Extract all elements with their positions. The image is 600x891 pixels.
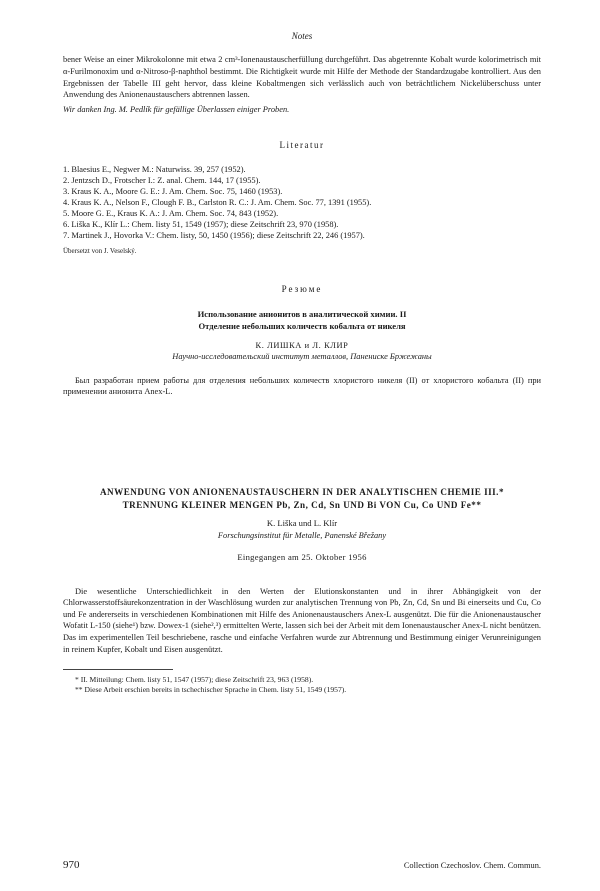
literature-heading: Literatur — [279, 140, 325, 151]
article-abstract: Die wesentliche Unterschiedlichkeit in den Werten der Elutionskonstanten und in ihrer Abhängigkeit von der Chlorwasserstoffsäurekonzentration in der Waschlösung wurden zur analytischen Trennung von Pb, Zn, Cd, Sn und Bi einerseits und Cu, Co und Fe andererseits in verschiedenen Kombinationen mit Hilfe des Anionenaustauschers Anex-L ausgenützt. Die für die Anionenaustauscher Wofatit L-150 (siehe¹) bzw. Dowex-1 (siehe²,³) ermittelten Werte, lassen sich bei der Arbeit mit dem Ionenaustauscher Anex-L nicht benützen. Das im experimentellen Teil beschriebene, rasche und einfache Verfahren wurde zur Abtrennung und Bestimmung einiger Verunreinigungen in reinem Kupfer, Kobalt und Eisen ausgenützt. — [63, 586, 541, 654]
summary-title-line-2: Отделение небольших количеств кобальта от никеля — [198, 320, 406, 331]
continuation-paragraph: bener Weise an einer Mikrokolonne mit etwa 2 cm³-Ionenaustauscherfüllung durchgeführt. Das abgetrennte Kobalt wurde kolorimetrisch mit α-Furilmonoxim und α-Nitroso-β-naphthol bestimmt. Die Richtigkeit wurde mit Hilfe der Methode der Standardzugabe kontrolliert. Aus den Ergebnissen der Tabelle III geht hervor, dass kleine Kobaltmengen sich verlässlich auch von beträchtlichem Nickelüberschuss unter Anwendung des Anionenaustauschers abtrennen lassen. — [63, 55, 541, 100]
footnote: * II. Mitteilung: Chem. listy 51, 1547 (1957); diese Zeitschrift 23, 963 (1958). — [75, 675, 314, 685]
reference-item: 2. Jentzsch D., Frotscher I.: Z. anal. Chem. 144, 17 (1955). — [63, 175, 261, 185]
reference-item: 7. Martinek J., Hovorka V.: Chem. listy, 50, 1450 (1956); diese Zeitschrift 22, 246 (1957). — [63, 231, 365, 241]
journal-name: Collection Czechoslov. Chem. Commun. — [403, 861, 541, 870]
footnote: ** Diese Arbeit erschien bereits in tschechischer Sprache in Chem. listy 51, 1549 (1957). — [75, 685, 347, 695]
footnote-divider — [63, 669, 173, 670]
article-title-line-2: TRENNUNG KLEINER MENGEN Pb, Zn, Cd, Sn UND Bi VON Cu, Co UND Fe** — [122, 500, 482, 511]
article-title-line-1: ANWENDUNG VON ANIONENAUSTAUSCHERN IN DER ANALYTISCHEN CHEMIE III.* — [99, 486, 505, 497]
reference-list — [63, 164, 541, 242]
article-authors: K. Liška und L. Klír — [266, 518, 338, 529]
footnotes — [63, 675, 541, 696]
reference-item: 4. Kraus K. A., Nelson F., Clough F. B., Carlston R. C.: J. Am. Chem. Soc. 77, 1391 (1955). — [63, 198, 372, 208]
reference-item: 5. Moore G. E., Kraus K. A.: J. Am. Chem. Soc. 74, 843 (1952). — [63, 209, 279, 219]
reference-item: 1. Blaesius E., Negwer M.: Naturwiss. 39, 257 (1952). — [63, 164, 246, 174]
summary-authors: К. ЛИШКА и Л. КЛИР — [255, 340, 349, 350]
summary-label: Резюме — [281, 284, 323, 295]
article-header — [63, 486, 541, 564]
received-date: Eingegangen am 25. Oktober 1956 — [237, 551, 367, 562]
reference-item: 6. Liška K., Klír L.: Chem. listy 51, 1549 (1957); diese Zeitschrift 23, 970 (1958). — [63, 220, 339, 230]
translator-note: Übersetzt von J. Veselský. — [63, 247, 137, 256]
summary-abstract: Был разработан прием работы для отделения небольших количеств хлористого никеля (II) от хлористого кобальта (II) при применении анионита Anex-L. — [63, 375, 541, 397]
page-number: 970 — [63, 859, 80, 871]
summary-institute: Научно-исследовательский институт металлов, Панениске Бржежаны — [172, 352, 432, 362]
running-head: Notes — [291, 31, 313, 41]
article-institute: Forschungsinstitut für Metalle, Panenské Břežany — [217, 531, 387, 541]
page-content — [63, 30, 541, 696]
summary-title-line-1: Использование анионитов в аналитической химии. II — [197, 308, 407, 319]
reference-item: 3. Kraus K. A., Moore G. E.: J. Am. Chem. Soc. 75, 1460 (1953). — [63, 186, 283, 196]
russian-summary — [63, 283, 541, 398]
acknowledgement: Wir danken Ing. M. Pedlík für gefällige Überlassen einiger Proben. — [63, 104, 290, 114]
